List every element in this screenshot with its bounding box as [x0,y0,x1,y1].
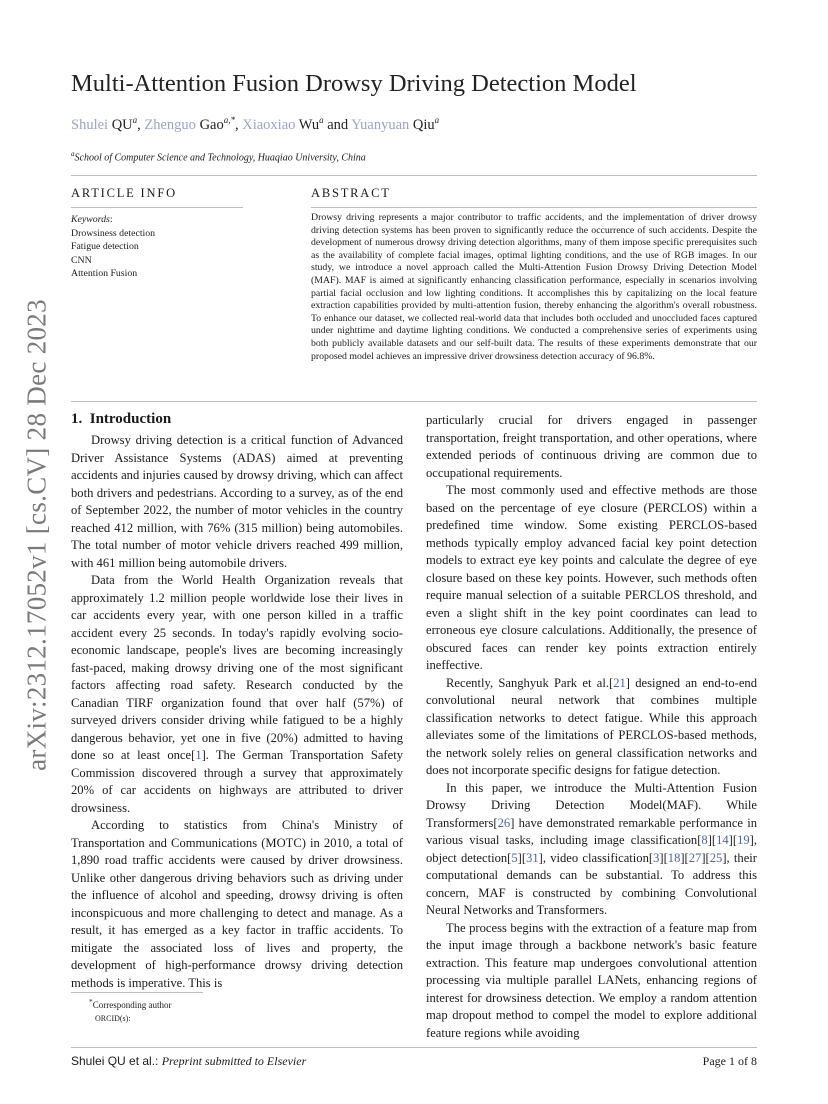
citation-link[interactable]: 8 [701,833,708,847]
affiliation [71,150,366,163]
paragraph-text: Drowsy driving detection is a critical function of Advanced Driver Assistance Systems (ADAS) aimed at preventing accidents and injuries caused by drowsy driving, which can affect both drivers and pedestrians. According to a survey, as of the end of September 2022, the number of motor vehicles in the country reached 412 million, with 76% (315 million) being automobiles. The total number of motor vehicle drivers reached 499 million, with 461 million being automobile drivers. [71,433,403,570]
author-mark: a [434,115,440,125]
affiliation-mark: a [71,150,75,158]
orcid-label: ORCID(s): [95,1014,131,1023]
body-paragraph [426,482,757,675]
citation-link[interactable]: 21 [613,675,626,690]
citation-link[interactable]: 25 [709,850,723,865]
header-divider [71,175,757,176]
article-info-heading: ARTICLE INFO [71,186,177,200]
body-divider [71,401,757,402]
citation-link[interactable]: 19 [737,833,750,847]
author-mark: a [319,115,324,125]
article-info-divider [71,207,243,208]
keyword-item: CNN [71,254,92,266]
abstract-text: Drowsy driving represents a major contributor to traffic accidents, and the implementation of driver drowsy driving detection systems has been proven to significantly reduce the occurrence of such accidents. Despite the development of numerous drowsy driving detection algorithms, many of them impose specific prerequisites such as the availability of complete facial images, optimal lighting conditions, and the use of RGB images. In our study, we introduce a novel approach called the Multi-Attention Fusion Drowsy Driving Detection Model (MAF). MAF is aimed at significantly enhancing classification performance, especially in scenarios involving partial facial occlusion and low lighting conditions. It accomplishes this by capitalizing on the local feature extraction capabilities provided by multi-attention fusion, thereby enhancing the algorithm's overall robustness. To enhance our dataset, we collected real-world data that includes both occluded and unoccluded faces captured under nighttime and daytime lighting conditions. We conducted a comprehensive series of experiments using both publicly available datasets and our self-built data. The results of these experiments demonstrate that our proposed model achieves an impressive driver drowsiness detection accuracy of 96.8%. [311,212,757,362]
affiliation-text: School of Computer Science and Technology, Huaqiao University, China [74,152,366,164]
keyword-item: Fatigue detection [71,241,139,252]
body-paragraph [426,675,757,780]
footnote-mark: * [89,997,93,1006]
body-paragraph [426,920,757,1043]
body-paragraph [71,432,403,572]
author-first-name: Zhenguo [144,116,196,133]
author-mark: a,* [223,115,235,125]
citation-link[interactable]: 1 [195,748,202,762]
author-last-name: Gao [199,116,224,133]
author-last-name: QU [111,116,133,133]
body-paragraph [71,817,403,992]
paragraph-text: ] designed an end-to-end convolutional neural network that combines multiple classification networks to detect fatigue. While this approach alleviates some of the limitations of PERCLOS-based methods, the network solely relies on general classification networks and does not incorporate specific designs for fatigue detection. [426,675,758,777]
paragraph-text: Data from the World Health Organization reveals that approximately 1.2 million people worldwide lose their lives in car accidents every year, with one person killed in a traffic accident every 25 seconds. In today's rapidly evolving socio-economic landscape, people's lives are becoming increasingly fast-paced, making drowsy driving one of the most significant factors affecting road safety. Research conducted by the Canadian TIRF organization found that over half (57%) of surveyed drivers consider driving while fatigued to be a highly dangerous behavior, yet one in five (20%) admitted to having done so at least once[ [71,573,403,762]
arxiv-sidebar-stamp [20,290,54,780]
body-paragraph [426,780,757,920]
left-column [71,432,403,992]
keyword-item: Attention Fusion [71,268,138,279]
abstract-heading: ABSTRACT [311,186,391,200]
citation-link[interactable]: 5 [511,850,518,865]
paragraph-text: In this paper, we introduce the Multi-Attention Fusion Drowsy Driving Detection Model(MAF). While Transformers[ [426,780,757,830]
paragraph-text: The most commonly used and effective methods are those based on the percentage of eye closure (PERCLOS) within a predefined time window. Some existing PERCLOS-based methods typically employ advanced facial key point detection models to extract eye key points and calculate the degree of eye closure based on these key points. However, such methods often require manual selection of a suitable PERCLOS threshold, and even a slight shift in the key point coordinates can lead to erroneous eye closure calculations. Additionally, the presence of obscured faces can render key points extraction entirely ineffective. [426,483,757,672]
paragraph-text: ][ [680,850,689,865]
author-separator: and [327,116,349,133]
citation-link[interactable]: 14 [716,833,729,847]
author-separator: , [137,116,141,133]
author-first-name: Shulei [71,116,109,133]
author-mark: a [132,115,138,125]
footer-venue: Preprint submitted to Elsevier [161,1054,307,1068]
paragraph-text: ][ [707,833,717,847]
footer-divider [71,1047,757,1048]
running-footer [71,1054,306,1069]
page-number: Page 1 of 8 [702,1054,757,1068]
footnote-text: Corresponding author [92,1000,172,1010]
paragraph-text: ][ [701,850,710,865]
footnote [89,995,172,1025]
citation-link[interactable]: 18 [667,850,681,865]
author-first-name: Yuanyuan [351,116,410,133]
paragraph-text: The process begins with the extraction of a feature map from the input image through a backbone network's basic feature extraction. This feature map undergoes convolutional attention processing via multiple parallel LANets, enhancing regions of interest for drowsiness detection. We employ a random attention map dropout method to compel the model to explore additional feature regions while avoiding [426,920,757,1040]
author-list [71,115,439,134]
paragraph-text: ][ [659,850,668,865]
footnote-divider [71,992,203,993]
body-paragraph [426,412,757,482]
citation-link[interactable]: 3 [653,850,660,865]
citation-link[interactable]: 27 [688,850,702,865]
abstract-divider [311,207,757,208]
author-first-name: Xiaoxiao [242,116,296,133]
keyword-item: Drowsiness detection [71,227,156,239]
author-separator: , [234,116,239,133]
paragraph-text: Recently, Sanghyuk Park et al.[ [446,675,614,690]
keywords-block: Keywords: Drowsiness detection Fatigue detection CNN Attention Fusion [71,213,271,281]
paragraph-text: ][ [728,833,738,847]
section-number: 1. [71,411,83,427]
paragraph-text: ], object detection[ [426,833,757,865]
arxiv-id: arXiv:2312.17052v1 [cs.CV] 28 Dec 2023 [21,299,52,771]
paragraph-text: ]. The German Transportation Safety Commission discovered through a survey that approximately 20% of car accidents on highways are attributed to driver drowsiness. [71,748,404,815]
section-heading [71,411,171,428]
paragraph-text: particularly crucial for drivers engaged in passenger transportation, freight transportation, and other operations, where extended periods of continuous driving are common due to occupational requirements. [426,413,757,480]
citation-link[interactable]: 26 [497,815,511,830]
paragraph-text: According to statistics from China's Ministry of Transportation and Communications (MOTC) in 2010, a total of 1,890 road traffic accidents were caused by driver drowsiness. Unlike other dangerous driving behaviors such as driving under the influence of alcohol and speeding, drowsy driving is often inconspicuous and more challenging to detect and manage. As a result, it has emerged as a key factor in traffic accidents. To mitigate the associated loss of lives and property, the development of high-performance drowsy driving detection methods is imperative. This is [71,818,403,990]
paragraph-text: ], their computational demands can be substantial. To address this concern, MAF is constructed by combining Convolutional Neural Networks and Transformers. [426,850,757,917]
section-title: Introduction [89,411,172,427]
right-column [426,412,757,1042]
author-last-name: Wu [298,116,320,133]
author-last-name: Qiu [412,116,435,133]
paragraph-text: ] have demonstrated remarkable performance in various visual tasks, including image classification[ [426,815,757,847]
footer-authors: Shulei QU et al.: [71,1054,159,1068]
citation-link[interactable]: 31 [526,850,539,865]
keywords-label: Keywords [71,214,110,225]
paragraph-text: ], video classification[ [538,850,654,865]
paper-title: Multi-Attention Fusion Drowsy Driving Detection Model [71,70,637,97]
body-paragraph [71,572,403,817]
paragraph-text: ][ [517,850,527,865]
